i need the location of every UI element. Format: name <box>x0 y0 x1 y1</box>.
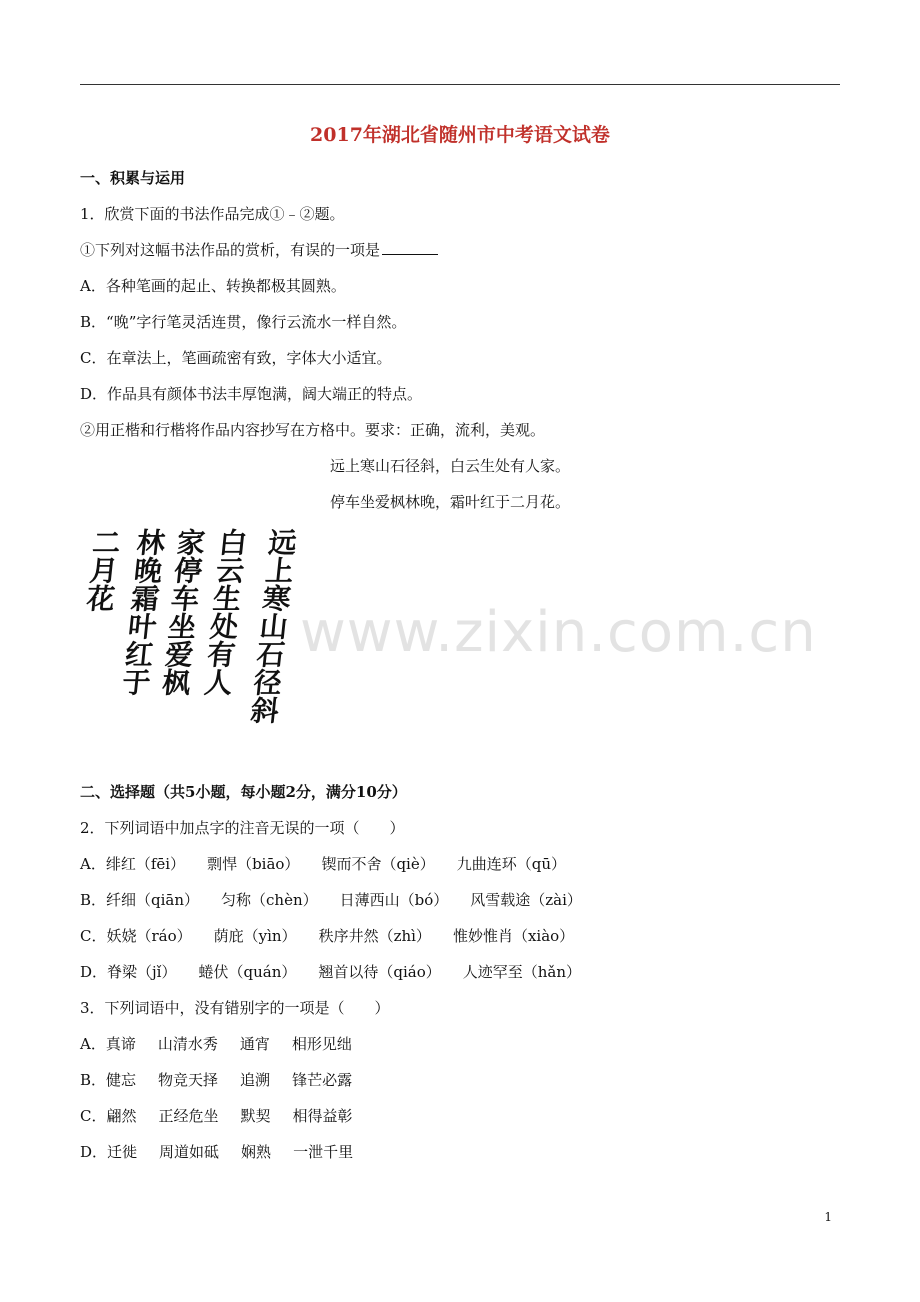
calligraphy-text-2: 白云生处有人 <box>198 528 250 696</box>
calligraphy-column-1 <box>245 528 298 730</box>
q3-b-2: 物竞天择 <box>158 1071 219 1089</box>
q2-b-2: 匀称（chèn） <box>221 891 318 909</box>
q2-a-2: 剽悍（biāo） <box>207 855 300 873</box>
section-heading-1: 一、积累与运用 <box>80 169 186 187</box>
header-rule <box>80 84 840 85</box>
q2-option-b <box>80 890 604 910</box>
answer-blank <box>382 240 438 255</box>
q2-b-1: B．纤细（qiān） <box>80 891 200 909</box>
q3-c-1: C．翩然 <box>80 1107 137 1125</box>
q1-option-b: B．“晚”字行笔灵活连贯，像行云流水一样自然。 <box>80 313 407 331</box>
q3-b-3: 追溯 <box>240 1071 271 1089</box>
calligraphy-column-5 <box>81 528 122 618</box>
q2-d-3: 翘首以待（qiáo） <box>318 963 441 981</box>
q3-c-4: 相得益彰 <box>292 1107 353 1125</box>
q3-a-3: 通宵 <box>239 1035 270 1053</box>
page-number: 1 <box>824 1210 832 1224</box>
q1-option-a: A．各种笔画的起止、转换都极其圆熟。 <box>80 277 346 295</box>
calligraphy-text-5: 二月花 <box>81 528 124 612</box>
q2-d-1: D．脊梁（jǐ） <box>80 963 177 981</box>
section-heading-2: 二、选择题（共5小题，每小题2分，满分10分） <box>80 783 407 801</box>
q3-a-1: A．真谛 <box>80 1035 136 1053</box>
q3-option-b <box>80 1070 374 1090</box>
q3-d-2: 周道如砥 <box>159 1143 220 1161</box>
calligraphy-text-3: 家停车坐爱枫 <box>156 528 208 696</box>
q3-option-c <box>80 1106 375 1126</box>
q2-c-3: 秩序井然（zhì） <box>318 927 431 945</box>
q3-d-3: 娴熟 <box>241 1143 272 1161</box>
calligraphy-text-4: 林晚霜叶红于 <box>116 528 168 696</box>
q3-b-4: 锋芒必露 <box>292 1071 353 1089</box>
q3-stem: 3．下列词语中，没有错别字的一项是（ ） <box>80 999 390 1017</box>
q2-c-2: 荫庇（yìn） <box>213 927 297 945</box>
q3-c-3: 默契 <box>240 1107 271 1125</box>
q2-d-2: 蜷伏（quán） <box>198 963 297 981</box>
q2-option-c <box>80 926 596 946</box>
calligraphy-image <box>80 522 300 732</box>
q2-a-4: 九曲连环（qū） <box>456 855 566 873</box>
poem-line-2: 停车坐爱枫林晚，霜叶红于二月花。 <box>330 493 571 511</box>
q3-d-4: 一泄千里 <box>293 1143 354 1161</box>
page-title: 2017年湖北省随州市中考语文试卷 <box>310 124 610 146</box>
q2-a-1: A．绯红（fēi） <box>80 855 186 873</box>
poem-line-1: 远上寒山石径斜，白云生处有人家。 <box>330 457 571 475</box>
q2-stem: 2．下列词语中加点字的注音无误的一项（ ） <box>80 819 405 837</box>
q1-option-c: C．在章法上，笔画疏密有致，字体大小适宜。 <box>80 349 392 367</box>
q3-option-d <box>80 1142 375 1162</box>
q2-c-4: 惟妙惟肖（xiào） <box>452 927 575 945</box>
q2-a-3: 锲而不舍（qiè） <box>321 855 435 873</box>
q1-stem: 1．欣赏下面的书法作品完成①﹣②题。 <box>80 205 345 223</box>
q1-option-d: D．作品具有颜体书法丰厚饱满，阔大端正的特点。 <box>80 385 423 403</box>
q1-sub1-text: ①下列对这幅书法作品的赏析，有误的一项是 <box>80 241 381 259</box>
calligraphy-column-2 <box>199 528 249 702</box>
q3-b-1: B．健忘 <box>80 1071 137 1089</box>
q2-option-d <box>80 962 603 982</box>
q2-option-a <box>80 854 588 874</box>
q3-a-4: 相形见绌 <box>291 1035 352 1053</box>
q3-option-a <box>80 1034 374 1054</box>
q1-sub1 <box>80 240 438 260</box>
q2-c-1: C．妖娆（ráo） <box>80 927 192 945</box>
q2-b-3: 日薄西山（bó） <box>339 891 449 909</box>
q3-a-2: 山清水秀 <box>157 1035 218 1053</box>
q2-d-4: 人迹罕至（hǎn） <box>462 963 581 981</box>
watermark: www.zixin.com.cn <box>300 600 817 665</box>
q3-d-1: D．迁徙 <box>80 1143 138 1161</box>
calligraphy-text-1: 远上寒山石径斜 <box>245 528 300 724</box>
q2-b-4: 风雪载途（zài） <box>470 891 582 909</box>
q1-sub2: ②用正楷和行楷将作品内容抄写在方格中。要求：正确，流利，美观。 <box>80 421 546 439</box>
q3-c-2: 正经危坐 <box>158 1107 219 1125</box>
